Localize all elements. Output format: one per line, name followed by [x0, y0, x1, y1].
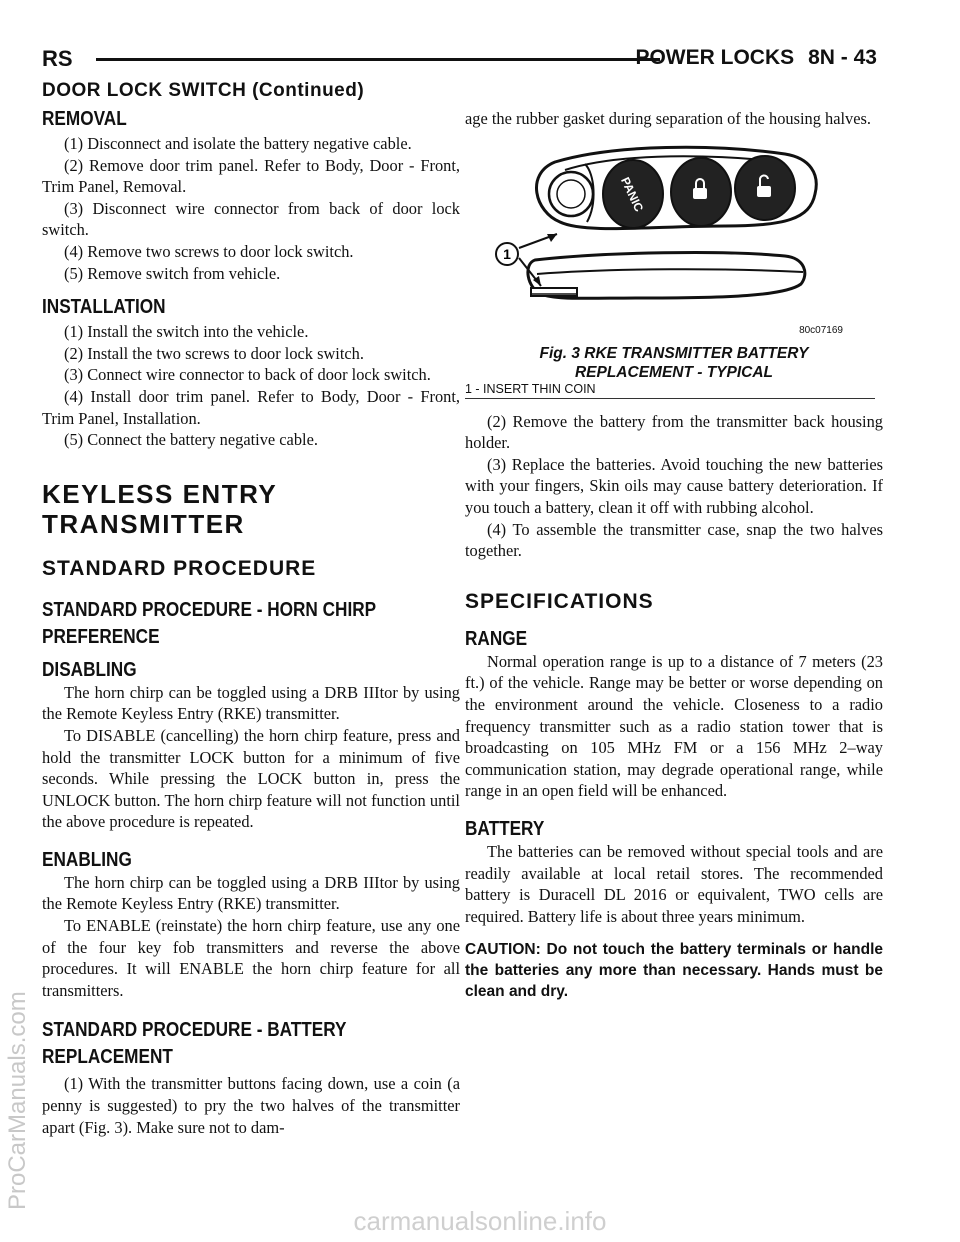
installation-heading: INSTALLATION [42, 296, 166, 319]
left-column [42, 108, 460, 1138]
battery-spec-text: The batteries can be removed without special tools and are readily available at local retail stores. The recommended battery is Duracell DL 2016 or equivalent, TWO cells are required. Battery life is about three years minimum. [465, 841, 883, 926]
battery-step-1: (1) With the transmitter buttons facing down, use a coin (a penny is suggested) to pry the two halves of the transmitter apart (Fig. 3). Make sure not to dam- [42, 1074, 460, 1137]
header-rule [96, 58, 660, 61]
header-right [635, 46, 877, 70]
header-section-code: RS [42, 46, 73, 71]
footer-watermark: carmanualsonline.info [353, 1206, 607, 1236]
battery-replacement-heading [42, 1017, 460, 1071]
caution-note: CAUTION: Do not touch the battery terminals or handle the batteries any more than necessary. Hands must be clean and dry. [465, 941, 883, 1001]
list-item: (3) Replace the batteries. Avoid touching the new batteries with your fingers, Skin oils may cause battery deterioration. If you touch a battery, clean it off with rubbing alcohol. [465, 454, 883, 517]
figure-3 [465, 134, 883, 344]
battery-spec-heading: BATTERY [465, 817, 545, 840]
horn-heading-line1: STANDARD PROCEDURE - HORN CHIRP [42, 598, 377, 621]
installation-steps [42, 321, 460, 451]
figure-id: 80c07169 [799, 324, 843, 336]
removal-steps [42, 133, 460, 284]
figure-rule [465, 398, 875, 399]
horn-chirp-heading [42, 597, 460, 651]
list-item: (5) Remove switch from vehicle. [64, 263, 281, 283]
keyless-entry-heading [42, 479, 460, 539]
disabling-para-1: The horn chirp can be toggled using a DRB IIItor by using the Remote Keyless Entry (RKE) transmitter. [42, 682, 460, 724]
list-item: (4) To assemble the transmitter case, snap the two halves together. [465, 519, 883, 561]
list-item: (1) Disconnect and isolate the battery negative cable. [64, 134, 412, 153]
disabling-heading: DISABLING [42, 658, 137, 681]
panic-button-label: PANIC [618, 174, 647, 214]
list-item: (5) Connect the battery negative cable. [64, 430, 318, 450]
keyless-heading-line1: KEYLESS ENTRY [42, 478, 278, 509]
key-fob-illustration [465, 134, 883, 344]
side-watermark: ProCarManuals.com [4, 991, 31, 1210]
page-number: 8N - 43 [808, 46, 877, 69]
figure-caption [465, 344, 883, 382]
right-column [465, 108, 883, 1002]
disabling-para-2: To DISABLE (cancelling) the horn chirp feature, press and hold the transmitter LOCK button for a minimum of five seconds. While pressing the LOCK button in, press the UNLOCK button. The horn chirp feature will not function until the above procedure is repeated. [42, 725, 460, 832]
header-title: POWER LOCKS [635, 46, 795, 69]
list-item: (3) Connect wire connector to back of door lock switch. [64, 365, 431, 385]
range-heading: RANGE [465, 627, 528, 650]
battery-heading-line1: STANDARD PROCEDURE - BATTERY [42, 1019, 347, 1042]
list-item: (1) Install the switch into the vehicle. [64, 322, 309, 342]
standard-procedure-heading: STANDARD PROCEDURE [42, 556, 317, 580]
removal-heading: REMOVAL [42, 108, 127, 130]
continued-heading: DOOR LOCK SWITCH (Continued) [42, 80, 365, 101]
range-text: Normal operation range is up to a distance of 7 meters (23 ft.) of the vehicle. Range may be better or worse depending on the environment around the vehicle. Closeness to a radio frequency transmitter such as a radio station tower that is broadcasting on 105 MHz FM or a 156 MHz 2–way communication station, may degrade operational range, while range in an open field will be enhanced. [465, 651, 883, 801]
list-item: (2) Remove the battery from the transmitter back housing holder. [465, 411, 883, 453]
horn-heading-line2: PREFERENCE [42, 625, 160, 648]
figure-legend: 1 - INSERT THIN COIN [465, 381, 596, 396]
list-item: (4) Remove two screws to door lock switch. [64, 241, 354, 261]
battery-steps [465, 411, 883, 562]
callout-number: 1 [503, 245, 511, 262]
battery-heading-line2: REPLACEMENT [42, 1046, 173, 1069]
list-item: (4) Install door trim panel. Refer to Body, Door - Front, Trim Panel, Installation. [42, 386, 460, 428]
list-item: (2) Install the two screws to door lock switch. [64, 343, 364, 363]
enabling-para-1: The horn chirp can be toggled using a DRB IIItor by using the Remote Keyless Entry (RKE) transmitter. [42, 872, 460, 914]
caption-line2: REPLACEMENT - TYPICAL [574, 363, 774, 381]
keyless-heading-line2: TRANSMITTER [42, 508, 245, 539]
list-item: (3) Disconnect wire connector from back of door lock switch. [42, 198, 460, 240]
battery-step-1-continued: age the rubber gasket during separation of the housing halves. [465, 109, 872, 128]
list-item: (2) Remove door trim panel. Refer to Body, Door - Front, Trim Panel, Removal. [42, 155, 460, 197]
enabling-para-2: To ENABLE (reinstate) the horn chirp feature, use any one of the four key fob transmitters and reverse the above procedures. It will ENABLE the horn chirp feature for all transmitters. [42, 916, 460, 1000]
enabling-heading: ENABLING [42, 848, 132, 871]
specifications-heading: SPECIFICATIONS [465, 589, 654, 613]
caption-line1: Fig. 3 RKE TRANSMITTER BATTERY [539, 344, 809, 362]
